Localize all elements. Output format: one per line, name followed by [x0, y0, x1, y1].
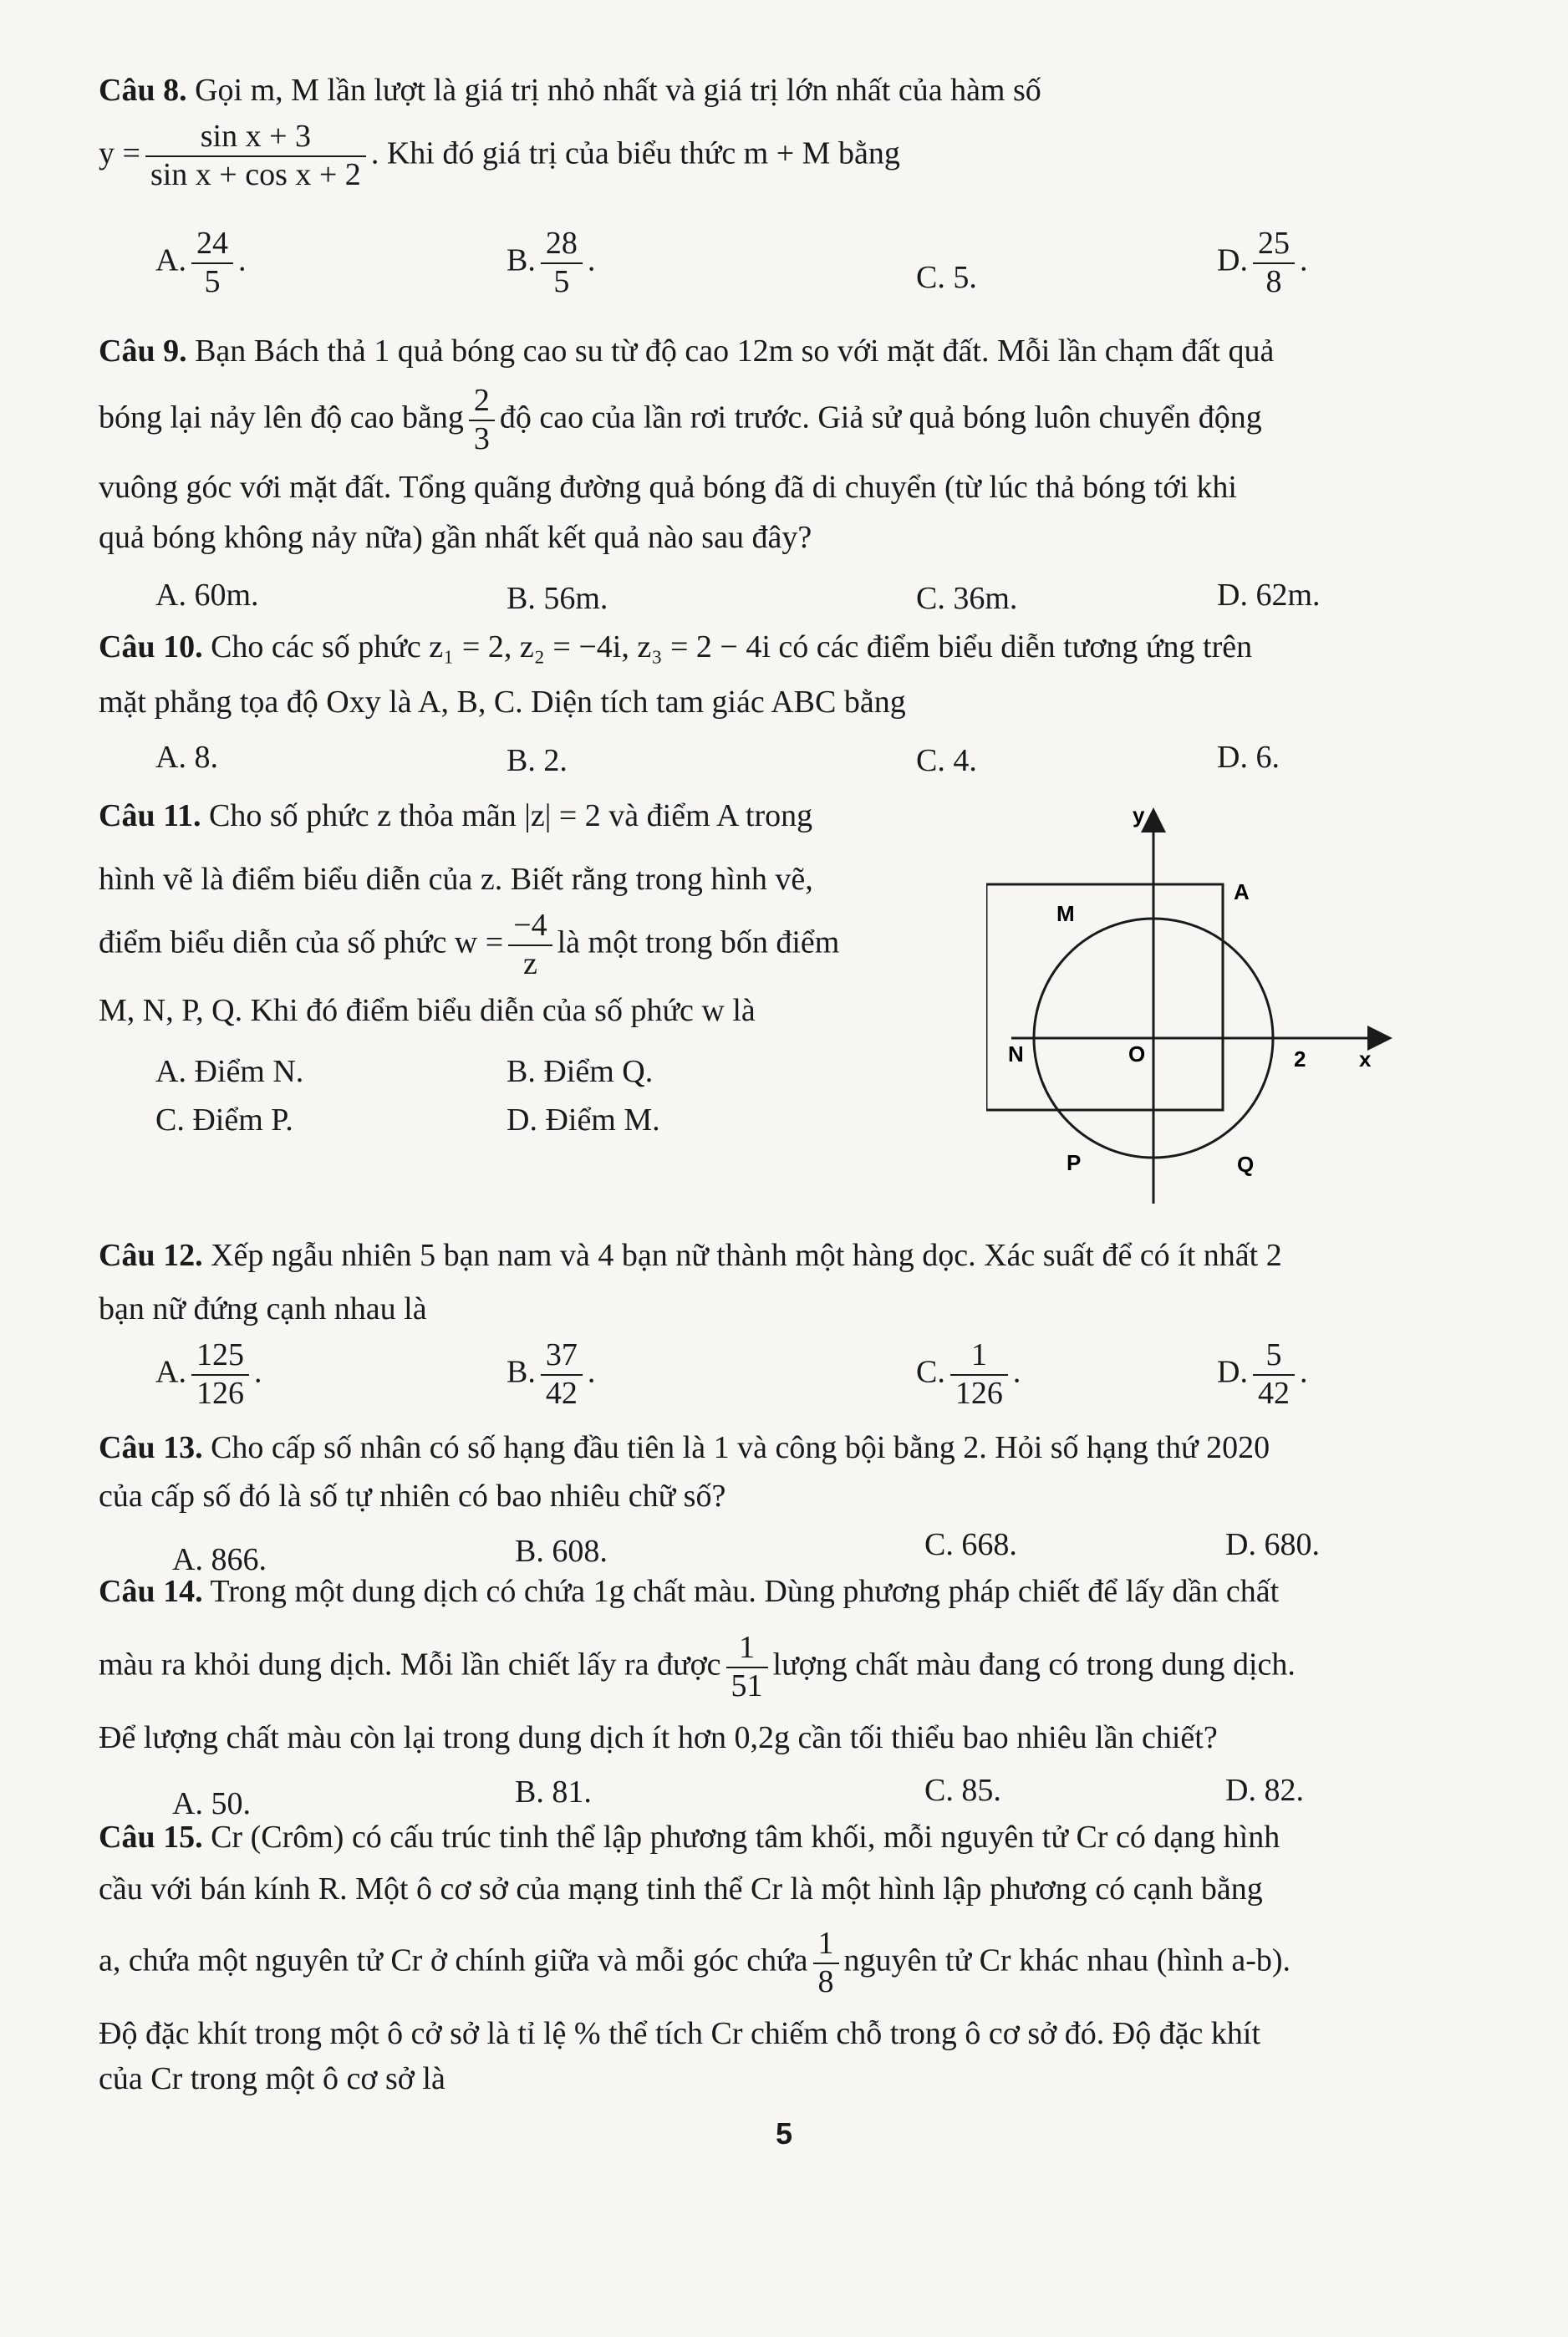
q11-option-c[interactable]: C. Điểm P. [155, 1102, 293, 1138]
q14-option-b[interactable]: B. 81. [515, 1774, 592, 1810]
q14-option-c[interactable]: C. 85. [924, 1773, 1001, 1808]
question-label: Câu 13. [99, 1430, 203, 1465]
point-A-label: A [1234, 879, 1250, 904]
question-text: hình vẽ là điểm biểu diễn của z. Biết rằng trong hình vẽ, [99, 862, 813, 897]
function-lhs: y = [99, 135, 140, 171]
question-label: Câu 9. [99, 333, 187, 369]
question-8 [99, 69, 1403, 193]
q9-option-d[interactable]: D. 62m. [1217, 578, 1321, 613]
question-label: Câu 15. [99, 1820, 203, 1855]
question-12 [99, 1234, 1403, 1331]
question-11: Câu 11. Cho số phức z thỏa mãn |z| = 2 và điểm A trong hình vẽ là điểm biểu diễn của z. Biết rằng trong hình vẽ, điểm biểu diễn của số phức w = $\frac{-4}{z}$ là một trong bốn điểm M, N, P, Q. Khi đó điểm biểu diễn của số phức w là [99, 794, 951, 1032]
question-9: Câu 9. Bạn Bách thả 1 quả bóng cao su từ độ cao 12m so với mặt đất. Mỗi lần chạm đất quả bóng lại nảy lên độ cao bằng $\frac{2}{3}$ độ cao của lần rơi trước. Giả sử quả bóng luôn chuyển động vuông góc với mặt đất. Tổng quãng đường quả bóng đã di chuyển (từ lúc thả bóng tới khi quả bóng không nảy nữa) gần nhất kết quả nào sau đây? [99, 329, 1403, 559]
q10-option-b[interactable]: B. 2. [507, 743, 568, 778]
question-text: vuông góc với mặt đất. Tổng quãng đường quả bóng đã di chuyển (từ lúc thả bóng tới khi [99, 470, 1237, 506]
question-text: Cr (Crôm) có cấu trúc tinh thể lập phương tâm khối, mỗi nguyên tử Cr có dạng hình [211, 1820, 1280, 1855]
q8-option-d[interactable]: D. $\frac{25}{8}$ . [1217, 226, 1308, 299]
q10-option-d[interactable]: D. 6. [1217, 740, 1280, 775]
question-text: Xếp ngẫu nhiên 5 bạn nam và 4 bạn nữ thành một hàng dọc. Xác suất để có ít nhất 2 [211, 1238, 1282, 1273]
page-number: 5 [775, 2116, 793, 2151]
question-label: Câu 8. [99, 73, 187, 108]
q12-option-c[interactable]: C. $\frac{1}{126}$ . [916, 1337, 1021, 1411]
q9-option-c[interactable]: C. 36m. [916, 581, 1018, 616]
question-13 [99, 1426, 1403, 1518]
complex-plane-figure [986, 794, 1421, 1204]
q9-option-b[interactable]: B. 56m. [507, 581, 608, 616]
q10-option-a[interactable]: A. 8. [155, 740, 218, 775]
function-fraction: $\frac{\text{sin x + 3}}{\text{sin x + cos x + 2}}$ [145, 119, 366, 193]
y-axis-label: y [1133, 802, 1145, 827]
question-text: M, N, P, Q. Khi đó điểm biểu diễn của số phức w là [99, 993, 756, 1029]
rectangle-MAQP [986, 884, 1223, 1110]
question-label: Câu 11. [99, 798, 201, 833]
question-text: mặt phẳng tọa độ Oxy là A, B, C. Diện tích tam giác ABC bằng [99, 685, 906, 720]
question-text: bạn nữ đứng cạnh nhau là [99, 1291, 427, 1326]
q8-option-a[interactable]: A. $\frac{24}{5}$ . [155, 226, 247, 299]
question-text: Độ đặc khít trong một ô cở sở là tỉ lệ % thể tích Cr chiếm chỗ trong ô cơ sở đó. Độ đặc khít [99, 2016, 1261, 2052]
q11-option-b[interactable]: B. Điểm Q. [507, 1054, 654, 1089]
q10-option-c[interactable]: C. 4. [916, 743, 977, 778]
q12-option-d[interactable]: D. $\frac{5}{42}$ . [1217, 1337, 1308, 1411]
origin-label: O [1128, 1041, 1146, 1067]
point-Q-label: Q [1237, 1152, 1255, 1177]
tick-label-2: 2 [1294, 1046, 1306, 1072]
point-M-label: M [1056, 901, 1075, 926]
question-text: Để lượng chất màu còn lại trong dung dịch ít hơn 0,2g cần tối thiểu bao nhiêu lần chiết? [99, 1720, 1218, 1756]
q12-option-b[interactable]: B. $\frac{37}{42}$ . [507, 1337, 596, 1411]
question-text: Cho cấp số nhân có số hạng đầu tiên là 1 và công bội bằng 2. Hỏi số hạng thứ 2020 [211, 1430, 1270, 1465]
q14-option-d[interactable]: D. 82. [1225, 1773, 1304, 1808]
q13-option-c[interactable]: C. 668. [924, 1527, 1017, 1562]
question-label: Câu 10. [99, 629, 203, 664]
question-text: Trong một dung dịch có chứa 1g chất màu. Dùng phương pháp chiết để lấy dần chất [210, 1574, 1280, 1609]
q14-option-a[interactable]: A. 50. [172, 1786, 251, 1821]
question-10 [99, 625, 1403, 724]
question-text: Cho số phức z thỏa mãn |z| = 2 và điểm A trong [208, 798, 813, 833]
question-label: Câu 14. [99, 1574, 203, 1609]
question-text: Gọi m, M lần lượt là giá trị nhỏ nhất và giá trị lớn nhất của hàm số [195, 73, 1041, 108]
question-14: Câu 14. Trong một dung dịch có chứa 1g chất màu. Dùng phương pháp chiết để lấy dần chất màu ra khỏi dung dịch. Mỗi lần chiết lấy ra được $\frac{1}{51}$ lượng chất màu đang có trong dung dịch. Để lượng chất màu còn lại trong dung dịch ít hơn 0,2g cần tối thiểu bao nhiêu lần chiết? [99, 1570, 1403, 1759]
question-15: Câu 15. Cr (Crôm) có cấu trúc tinh thể lập phương tâm khối, mỗi nguyên tử Cr có dạng hình cầu với bán kính R. Một ô cơ sở của mạng tinh thể Cr là một hình lập phương có cạnh bằng a, chứa một nguyên tử Cr ở chính giữa và mỗi góc chứa $\frac{1}{8}$ nguyên tử Cr khác nhau (hình a-b). Độ đặc khít trong một ô cở sở là tỉ lệ % thể tích Cr chiếm chỗ trong ô cơ sở đó. Độ đặc khít của Cr trong một ô cơ sở là [99, 1815, 1436, 2100]
question-text: quả bóng không nảy nữa) gần nhất kết quả nào sau đây? [99, 520, 812, 556]
q8-option-c[interactable]: C. 5. [916, 260, 977, 295]
q12-option-a[interactable]: A. $\frac{125}{126}$ . [155, 1337, 262, 1411]
q9-option-a[interactable]: A. 60m. [155, 578, 259, 613]
question-text: của cấp số đó là số tự nhiên có bao nhiêu chữ số? [99, 1479, 726, 1514]
q8-option-b[interactable]: B. $\frac{28}{5}$ . [507, 226, 596, 299]
point-N-label: N [1008, 1041, 1024, 1067]
question-text: Cho các số phức z₁ = 2, z₂ = −4i, z₃ = 2 − 4i có các điểm biểu diễn tương ứng trên [211, 629, 1253, 664]
point-P-label: P [1067, 1150, 1082, 1175]
question-text: Bạn Bách thả 1 quả bóng cao su từ độ cao 12m so với mặt đất. Mỗi lần chạm đất quả [195, 333, 1275, 369]
q11-option-a[interactable]: A. Điểm N. [155, 1054, 304, 1089]
q13-option-d[interactable]: D. 680. [1225, 1527, 1320, 1562]
x-axis-label: x [1359, 1046, 1372, 1072]
q13-option-a[interactable]: A. 866. [172, 1542, 267, 1577]
q13-option-b[interactable]: B. 608. [515, 1534, 608, 1569]
question-text: của Cr trong một ô cơ sở là [99, 2061, 445, 2097]
q11-option-d[interactable]: D. Điểm M. [507, 1102, 660, 1138]
question-text: . Khi đó giá trị của biểu thức m + M bằng [370, 135, 900, 171]
question-label: Câu 12. [99, 1238, 203, 1273]
question-text: cầu với bán kính R. Một ô cơ sở của mạng tinh thể Cr là một hình lập phương có cạnh bằng [99, 1871, 1263, 1907]
